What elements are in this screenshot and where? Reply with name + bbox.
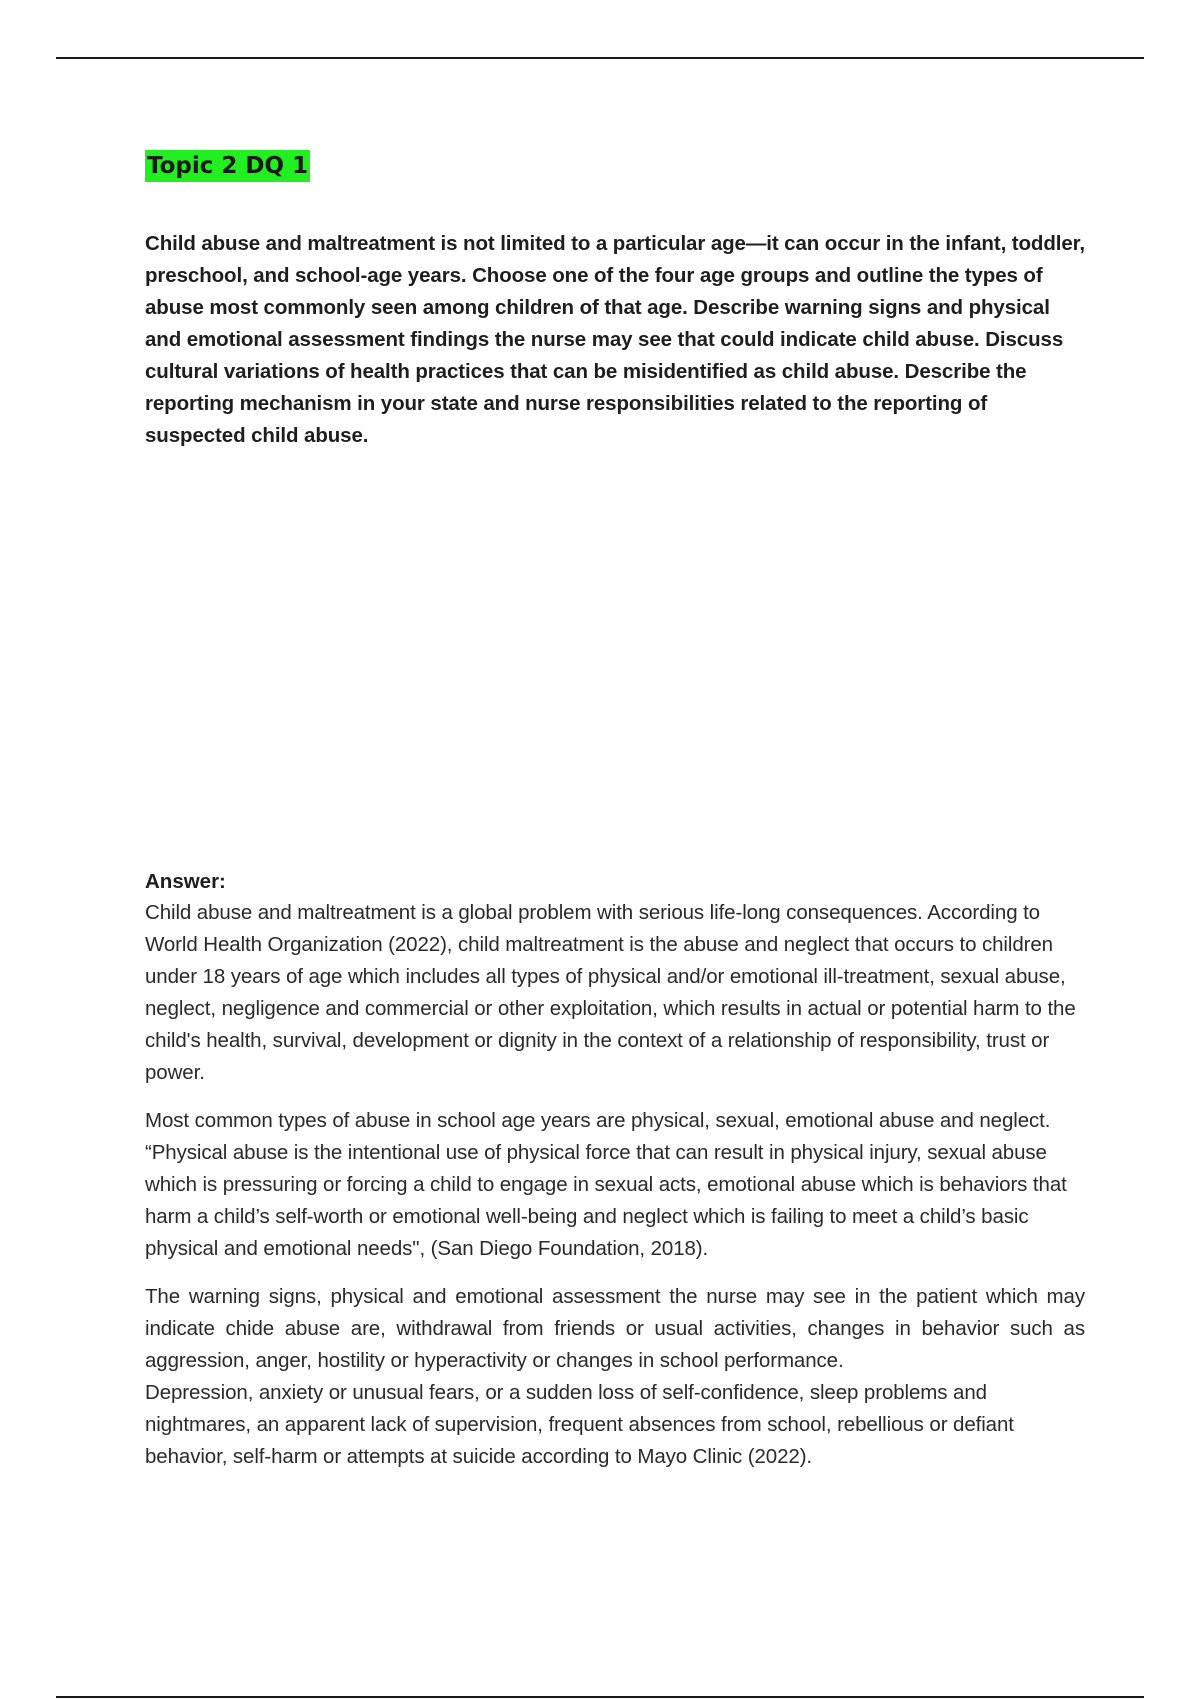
header-rule	[56, 57, 1144, 59]
answer-paragraph-3: The warning signs, physical and emotional assessment the nurse may see in the patient which may indicate chide abuse are, withdrawal from friends or usual activities, changes in behavior such as aggression, anger, hostility or hyperactivity or changes in school performance.	[145, 1285, 1085, 1372]
answer-paragraph-2: Most common types of abuse in school age years are physical, sexual, emotional abuse and neglect. “Physical abuse is the intentional use of physical force that can result in physical injury, sexual abuse which is pressuring or forcing a child to engage in sexual acts, emotional abuse which is behaviors that harm a child’s self-worth or emotional well-being and neglect which is failing to meet a child’s basic physical and emotional needs", (San Diego Foundation, 2018).	[145, 1109, 1067, 1260]
answer-label: Answer:	[145, 870, 226, 893]
topic-heading: Topic 2 DQ 1	[145, 150, 310, 182]
question-section	[145, 150, 1085, 452]
answer-section	[145, 867, 1085, 1473]
discussion-question: Child abuse and maltreatment is not limited to a particular age—it can occur in the infant, toddler, preschool, and school-age years. Choose one of the four age groups and outline the types of abuse most commonly seen among children of that age. Describe warning signs and physical and emotional assessment findings the nurse may see that could indicate child abuse. Discuss cultural variations of health practices that can be misidentified as child abuse. Describe the reporting mechanism in your state and nurse responsibilities related to the reporting of suspected child abuse.	[145, 232, 1085, 447]
answer-paragraph-4: Depression, anxiety or unusual fears, or a sudden loss of self-confidence, sleep problems and nightmares, an apparent lack of supervision, frequent absences from school, rebellious or defiant behavior, self-harm or attempts at suicide according to Mayo Clinic (2022).	[145, 1381, 1014, 1468]
footer-rule	[56, 1696, 1144, 1698]
answer-paragraph-1: Child abuse and maltreatment is a global problem with serious life-long consequences. According to World Health Organization (2022), child maltreatment is the abuse and neglect that occurs to children under 18 years of age which includes all types of physical and/or emotional ill-treatment, sexual abuse, neglect, negligence and commercial or other exploitation, which results in actual or potential harm to the child's health, survival, development or dignity in the context of a relationship of responsibility, trust or power.	[145, 901, 1076, 1084]
